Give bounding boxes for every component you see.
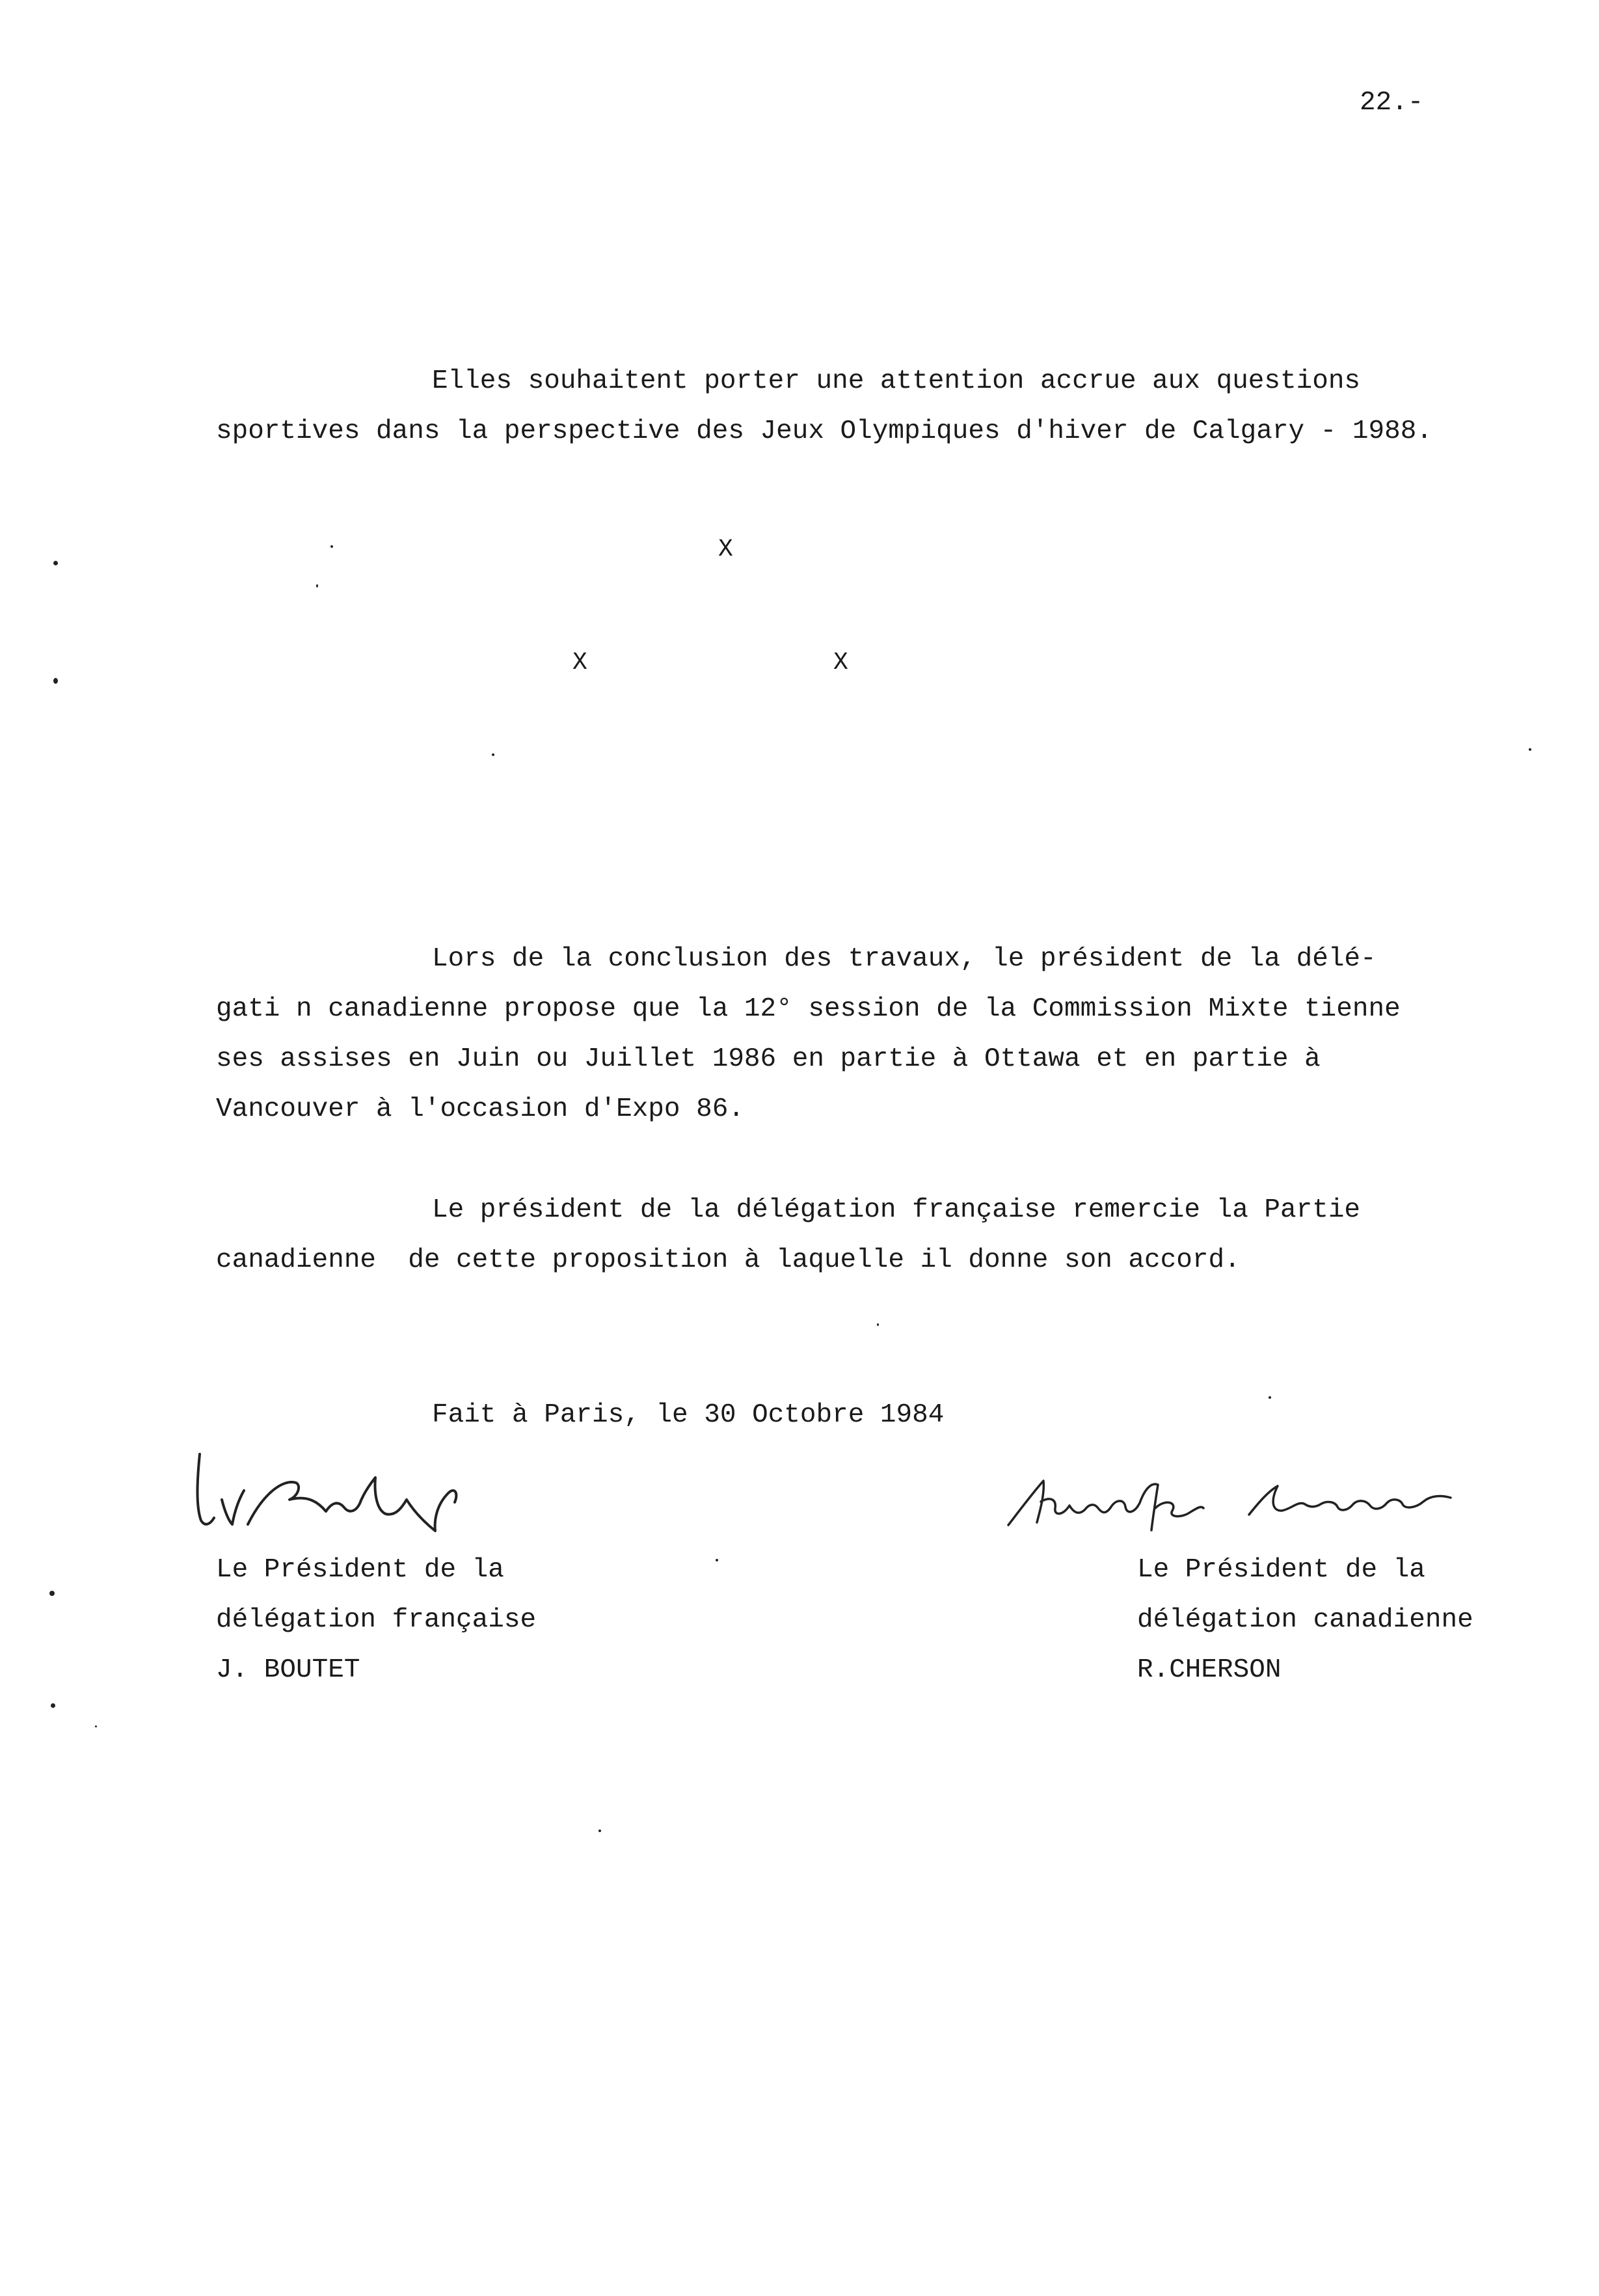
scan-speck	[1269, 1396, 1271, 1399]
signatory-left-delegation: délégation française	[216, 1605, 537, 1635]
scan-speck	[95, 1725, 97, 1727]
scan-speck	[330, 545, 333, 548]
paragraph-thanks-line-2: canadienne de cette proposition à laquelle il donne son accord.	[216, 1245, 1241, 1275]
signatory-right-delegation: délégation canadienne	[1137, 1605, 1473, 1635]
signatory-left-title: Le Président de la	[216, 1555, 504, 1585]
scan-speck	[316, 584, 318, 588]
paragraph-next-session-line-2: gati n canadienne propose que la 12° session de la Commission Mixte tienne	[216, 994, 1401, 1024]
signatory-right-name: R.CHERSON	[1137, 1655, 1282, 1685]
scan-speck	[51, 1703, 55, 1708]
signature-left	[192, 1448, 498, 1539]
signatory-left-name: J. BOUTET	[216, 1655, 360, 1685]
scan-speck	[53, 678, 58, 684]
separator-mark-right: X	[833, 649, 848, 677]
paragraph-sports-line-1: Elles souhaitent porter une attention accrue aux questions	[432, 366, 1361, 396]
scan-speck	[598, 1830, 601, 1832]
paragraph-next-session-line-1: Lors de la conclusion des travaux, le président de la délé-	[432, 944, 1377, 974]
scan-speck	[877, 1323, 879, 1326]
scan-speck	[1529, 748, 1531, 751]
separator-mark-left: X	[572, 649, 587, 677]
place-date: Fait à Paris, le 30 Octobre 1984	[432, 1400, 945, 1430]
paragraph-sports-line-2: sportives dans la perspective des Jeux Olympiques d'hiver de Calgary - 1988.	[216, 416, 1432, 446]
paragraph-thanks-line-1: Le président de la délégation française remercie la Partie	[432, 1195, 1361, 1225]
scan-speck	[49, 1591, 55, 1596]
paragraph-next-session-line-4: Vancouver à l'occasion d'Expo 86.	[216, 1094, 744, 1124]
scan-speck	[716, 1559, 718, 1561]
scan-speck	[492, 753, 494, 756]
paragraph-next-session-line-3: ses assises en Juin ou Juillet 1986 en partie à Ottawa et en partie à	[216, 1044, 1321, 1074]
signature-right	[1002, 1463, 1457, 1534]
page-number: 22.-	[1360, 88, 1424, 118]
separator-mark-top: X	[718, 535, 733, 563]
signatory-right-title: Le Président de la	[1137, 1555, 1425, 1585]
scan-speck	[53, 561, 58, 565]
